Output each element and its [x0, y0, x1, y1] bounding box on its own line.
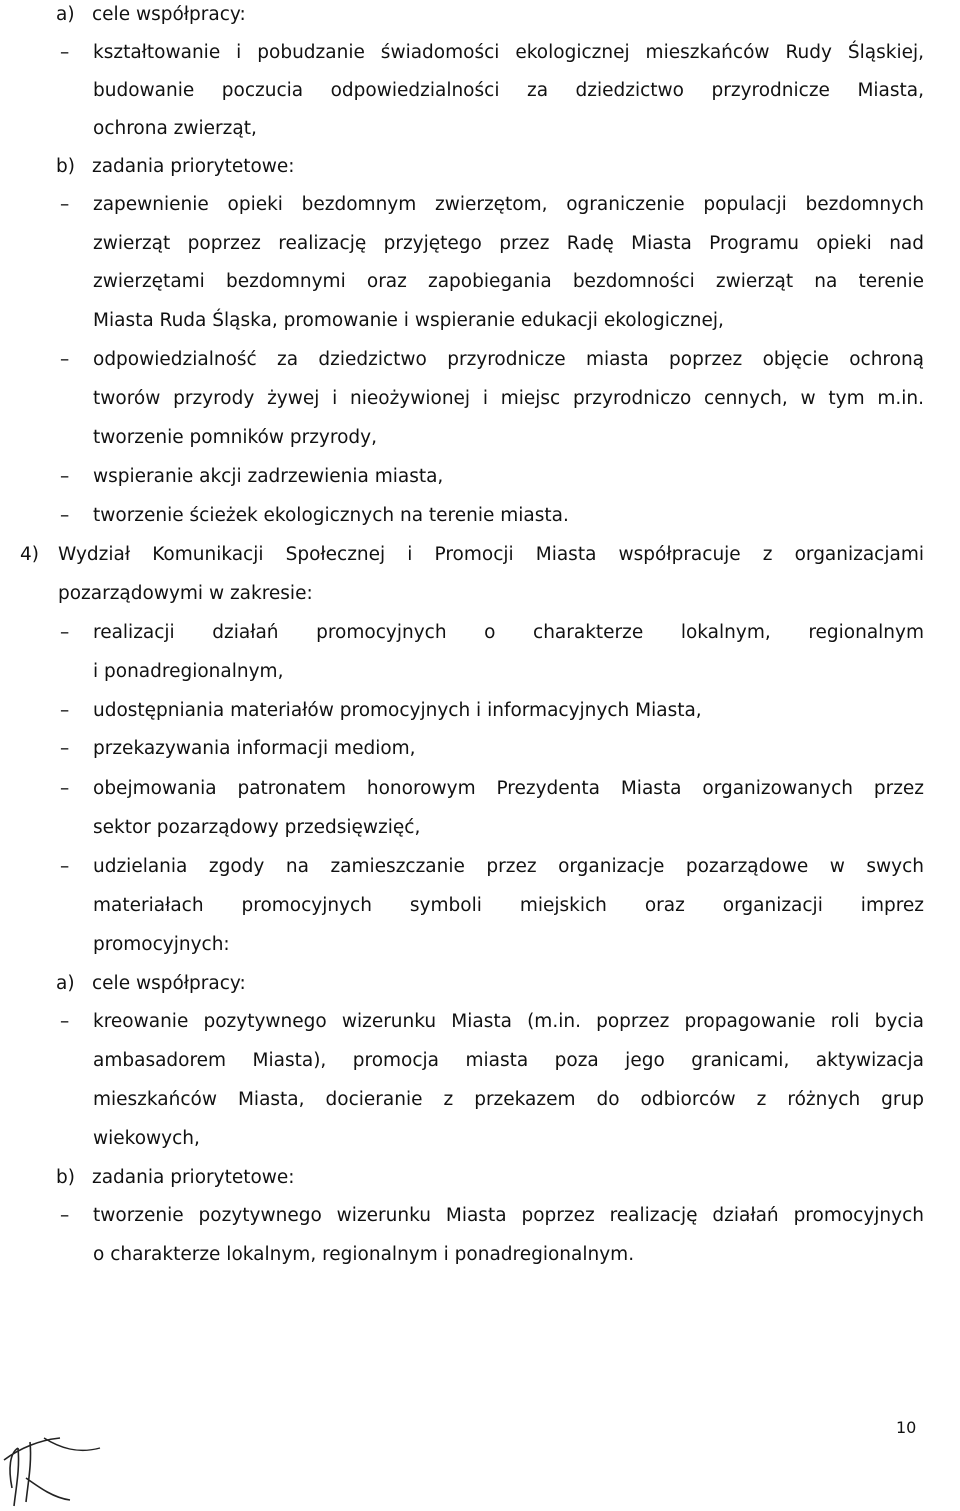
paragraph-line: przekazywania informacji mediom, [93, 738, 416, 759]
paragraph-line: zapewnienie opieki bezdomnym zwierzętom, ograniczenie populacji bezdomnych [93, 194, 924, 215]
list-marker: b) [56, 1167, 75, 1188]
paragraph-line: mieszkańców Miasta, docieranie z przekazem do odbiorców z różnych grup [93, 1089, 924, 1110]
paragraph-line: cele współpracy: [92, 973, 246, 994]
paragraph-line: udostępniania materiałów promocyjnych i informacyjnych Miasta, [93, 700, 702, 721]
list-dash-marker: – [60, 778, 70, 799]
paragraph-line: tworzenie ścieżek ekologicznych na terenie miasta. [93, 505, 569, 526]
paragraph-line: i ponadregionalnym, [93, 661, 284, 682]
list-marker: a) [56, 973, 75, 994]
paragraph-line: wiekowych, [93, 1128, 200, 1149]
list-dash-marker: – [60, 194, 70, 215]
paragraph-line: o charakterze lokalnym, regionalnym i ponadregionalnym. [93, 1244, 635, 1265]
paragraph-line: cele współpracy: [92, 4, 246, 25]
list-dash-marker: – [60, 466, 70, 487]
list-dash-marker: – [60, 700, 70, 721]
paragraph-line: kształtowanie i pobudzanie świadomości ekologicznej mieszkańców Rudy Śląskiej, [93, 42, 924, 63]
paragraph-line: ochrona zwierząt, [93, 118, 257, 139]
paragraph-line: zadania priorytetowe: [92, 1167, 295, 1188]
paragraph-line: tworzenie pozytywnego wizerunku Miasta poprzez realizację działań promocyjnych [93, 1205, 924, 1226]
paragraph-line: promocyjnych: [93, 934, 230, 955]
paragraph-line: realizacji działań promocyjnych o charakterze lokalnym, regionalnym [93, 622, 924, 643]
list-dash-marker: – [60, 622, 70, 643]
paragraph-line: odpowiedzialność za dziedzictwo przyrodnicze miasta poprzez objęcie ochroną [93, 349, 924, 370]
list-dash-marker: – [60, 349, 70, 370]
paragraph-line: Wydział Komunikacji Społecznej i Promocji Miasta współpracuje z organizacjami [58, 544, 924, 565]
paragraph-line: tworzenie pomników przyrody, [93, 427, 377, 448]
paragraph-line: kreowanie pozytywnego wizerunku Miasta (m.in. poprzez propagowanie roli bycia [93, 1011, 924, 1032]
paragraph-line: pozarządowymi w zakresie: [58, 583, 313, 604]
paragraph-line: zwierząt poprzez realizację przyjętego przez Radę Miasta Programu opieki nad [93, 233, 924, 254]
paragraph-line: zadania priorytetowe: [92, 156, 295, 177]
list-dash-marker: – [60, 856, 70, 877]
paragraph-line: materiałach promocyjnych symboli miejskich oraz organizacji imprez [93, 895, 924, 916]
handwritten-signature [0, 1418, 110, 1508]
paragraph-line: wspieranie akcji zadrzewienia miasta, [93, 466, 444, 487]
list-marker: b) [56, 156, 75, 177]
paragraph-line: Miasta Ruda Śląska, promowanie i wspieranie edukacji ekologicznej, [93, 310, 724, 331]
list-dash-marker: – [60, 42, 70, 63]
list-dash-marker: – [60, 1205, 70, 1226]
paragraph-line: udzielania zgody na zamieszczanie przez organizacje pozarządowe w swych [93, 856, 924, 877]
paragraph-line: tworów przyrody żywej i nieożywionej i miejsc przyrodniczo cennych, w tym m.in. [93, 388, 924, 409]
paragraph-line: ambasadorem Miasta), promocja miasta poza jego granicami, aktywizacja [93, 1050, 924, 1071]
list-marker: 4) [20, 544, 39, 565]
page-number: 10 [896, 1418, 917, 1437]
list-dash-marker: – [60, 738, 70, 759]
list-dash-marker: – [60, 1011, 70, 1032]
list-dash-marker: – [60, 505, 70, 526]
list-marker: a) [56, 4, 75, 25]
paragraph-line: budowanie poczucia odpowiedzialności za dziedzictwo przyrodnicze Miasta, [93, 80, 924, 101]
paragraph-line: sektor pozarządowy przedsięwzięć, [93, 817, 421, 838]
paragraph-line: zwierzętami bezdomnymi oraz zapobiegania bezdomności zwierząt na terenie [93, 271, 924, 292]
paragraph-line: obejmowania patronatem honorowym Prezydenta Miasta organizowanych przez [93, 778, 924, 799]
